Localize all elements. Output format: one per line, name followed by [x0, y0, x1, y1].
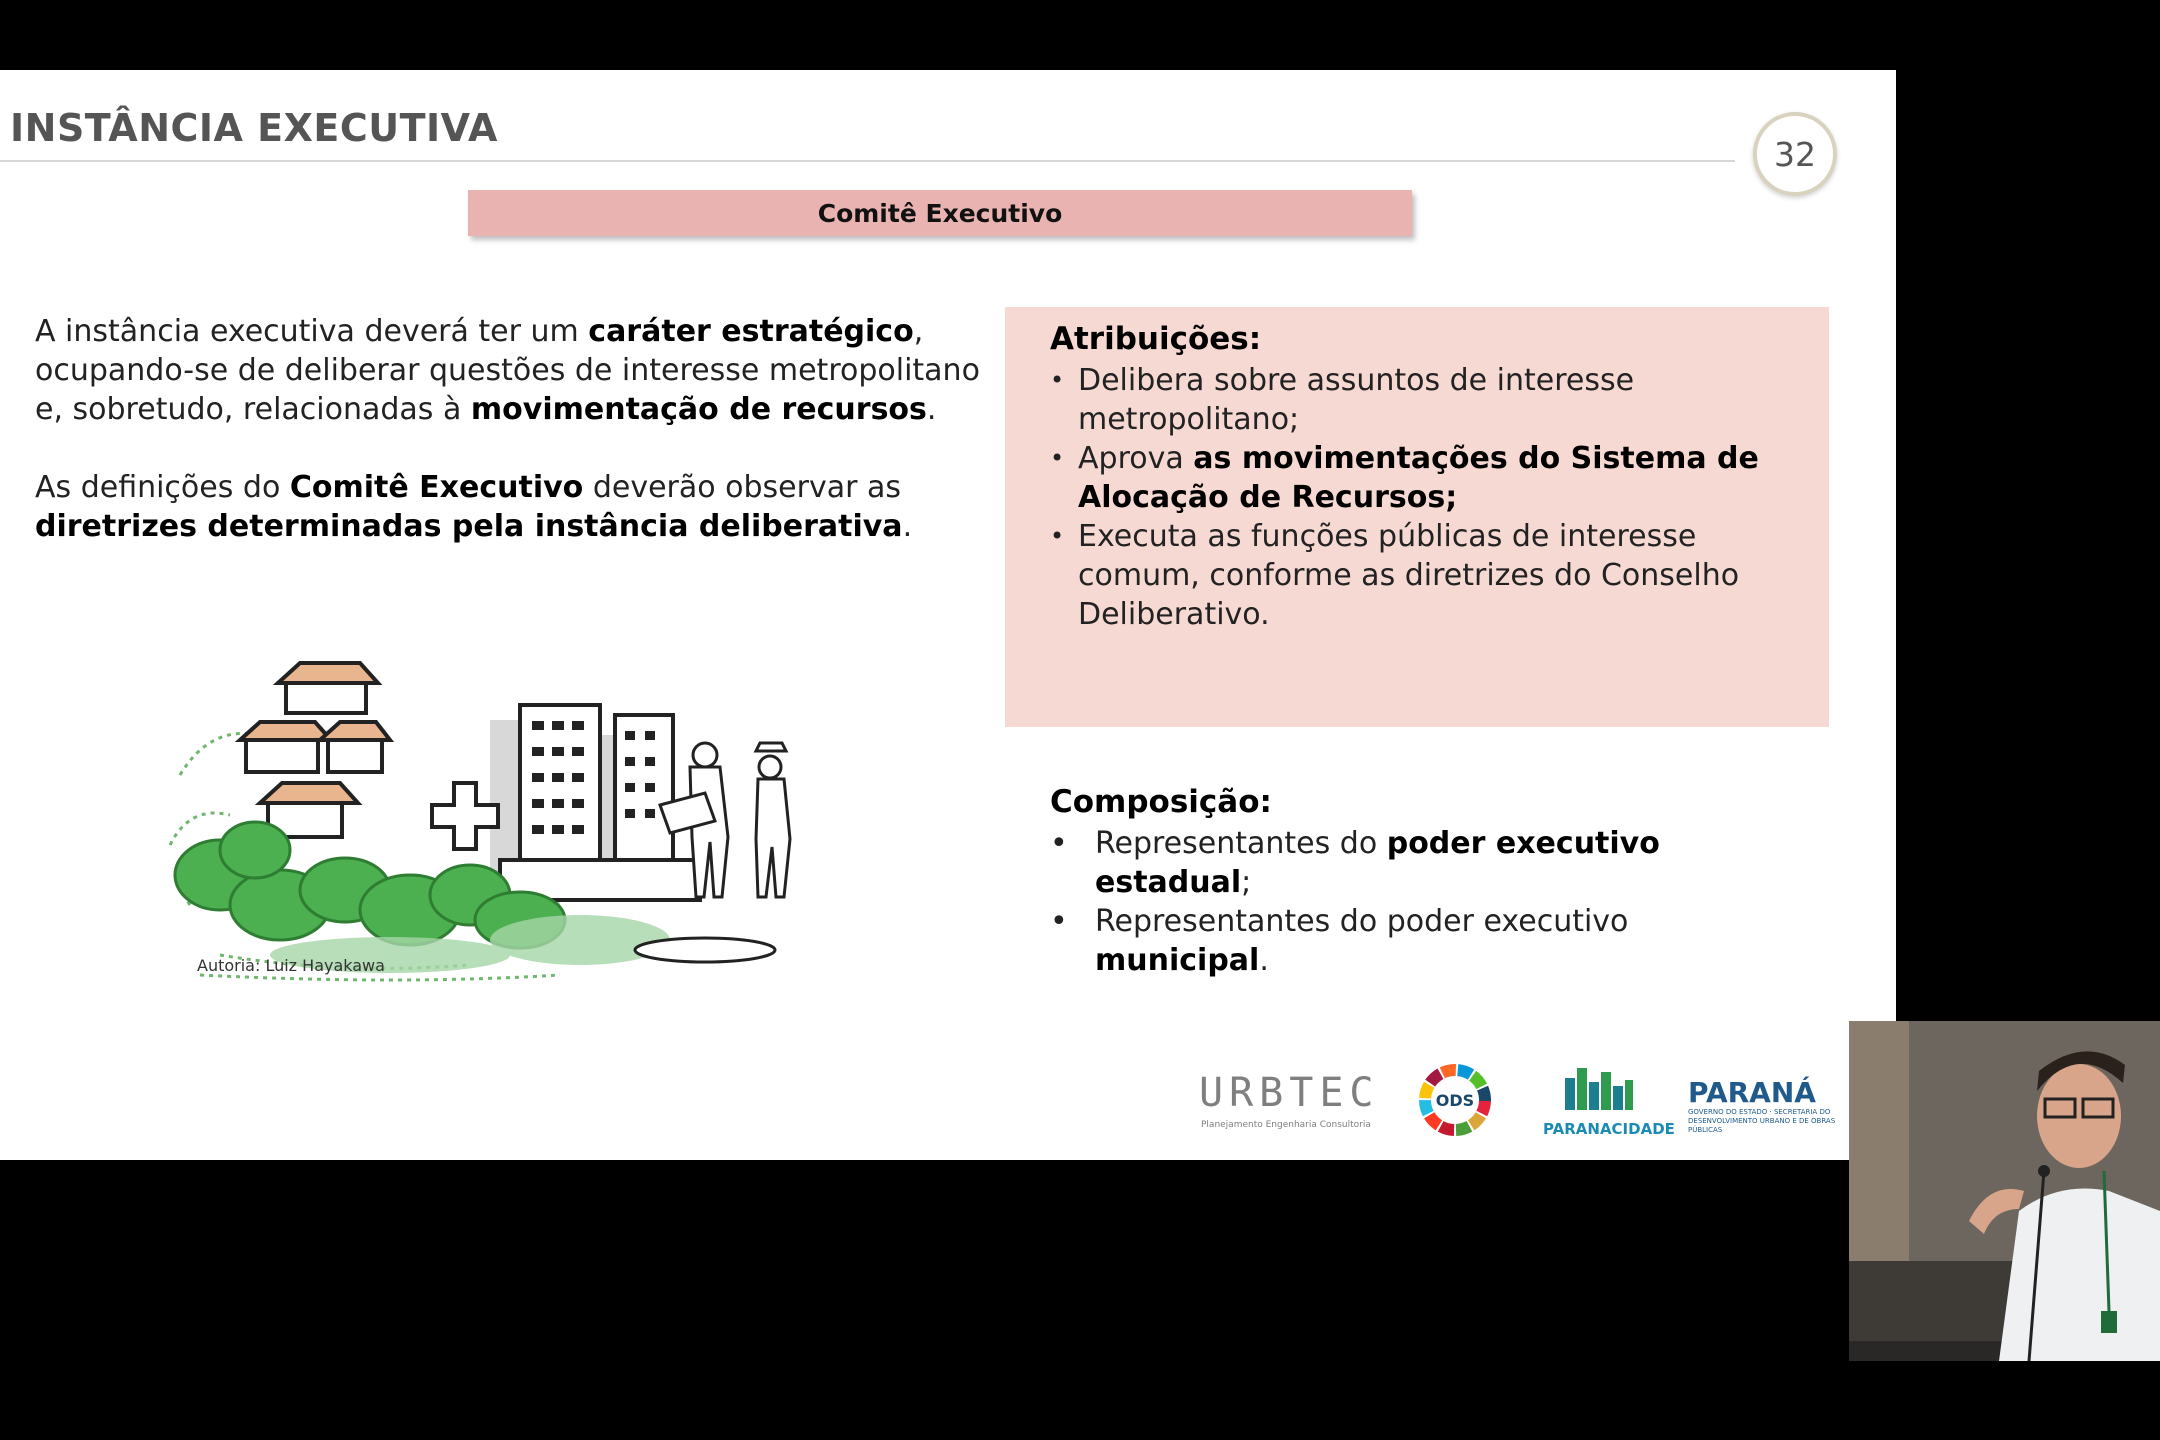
urbtec-tagline: Planejamento Engenharia Consultoria	[1201, 1120, 1371, 1130]
ods-logo	[1417, 1062, 1493, 1138]
presenter-webcam	[1849, 1021, 2160, 1361]
text-run: .	[926, 392, 937, 427]
paragraph-definitions	[35, 468, 995, 546]
text-run: Aprova	[1078, 441, 1194, 476]
list-item	[1050, 439, 1810, 517]
text-run: deverão observar as	[583, 470, 901, 505]
ods-label: ODS	[1435, 1091, 1475, 1110]
list-item	[1050, 824, 1750, 902]
paranacidade-logo: PARANACIDADE	[1543, 1120, 1675, 1138]
image-credit: Autoria: Luiz Hayakawa	[197, 956, 385, 975]
text-run: Representantes do	[1095, 826, 1387, 861]
text-run: A instância executiva deverá ter um	[35, 314, 589, 349]
presentation-slide	[0, 70, 1896, 1160]
city-illustration	[160, 655, 820, 985]
composicao-title: Composição:	[1050, 784, 1272, 820]
bold-run: Comitê Executivo	[289, 470, 584, 505]
composicao-list	[1050, 824, 1750, 980]
partner-logos	[1195, 1058, 1855, 1148]
presenter-video-icon	[1849, 1021, 2160, 1361]
parana-tagline: GOVERNO DO ESTADO · SECRETARIA DO DESENVOLVIMENTO URBANO E DE OBRAS PÚBLICAS	[1688, 1108, 1836, 1134]
description-text	[35, 312, 995, 585]
atribuicoes-list	[1050, 361, 1810, 634]
atribuicoes-box	[1005, 307, 1829, 727]
urbtec-logo: URBTEC	[1199, 1070, 1380, 1116]
text-run: .	[902, 509, 913, 544]
bold-run: movimentação de recursos	[470, 392, 927, 427]
bold-run: diretrizes determinadas pela instância deliberativa	[35, 509, 903, 544]
bold-run: municipal	[1095, 943, 1260, 978]
text-run: Representantes do poder executivo	[1095, 904, 1629, 939]
slide-title: INSTÂNCIA EXECUTIVA	[10, 106, 498, 150]
section-banner: Comitê Executivo	[468, 190, 1412, 236]
text-run: ;	[1241, 865, 1252, 900]
paranacidade-icon	[1561, 1064, 1637, 1114]
list-item: • Delibera sobre assuntos de interesse metropolitano;	[1050, 361, 1810, 439]
bold-run: as movimentações do Sistema de Alocação de Recursos;	[1078, 441, 1759, 515]
text-run: As definições do	[35, 470, 290, 505]
text-run: , ocupando-se de deliberar questões de interesse metropolitano e, sobretudo, relacionadas à	[35, 314, 980, 427]
parana-logo: PARANÁ	[1688, 1076, 1816, 1109]
atribuicoes-title: Atribuições:	[1050, 321, 1262, 357]
title-divider	[0, 160, 1735, 162]
page-number-badge: 32	[1753, 112, 1837, 196]
list-item: • Executa as funções públicas de interesse comum, conforme as diretrizes do Conselho Deliberativo.	[1050, 517, 1810, 634]
bold-run: poder executivo estadual	[1095, 826, 1660, 900]
paragraph-strategic	[35, 312, 995, 429]
bold-run: caráter estratégico	[588, 314, 914, 349]
text-run: .	[1259, 943, 1269, 978]
list-item	[1050, 902, 1750, 980]
